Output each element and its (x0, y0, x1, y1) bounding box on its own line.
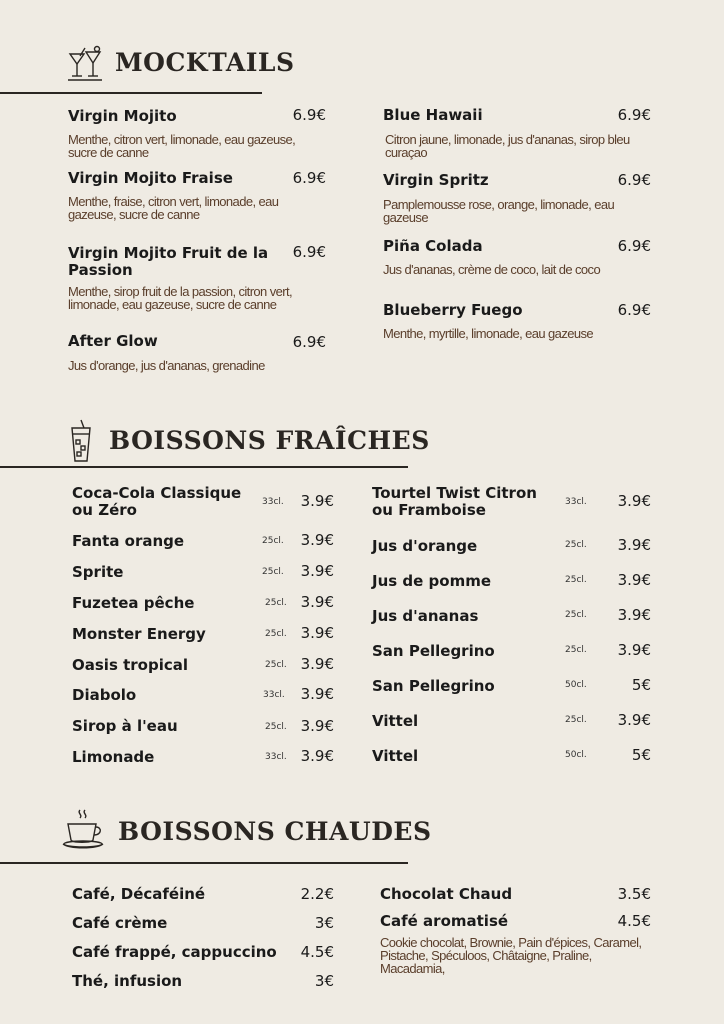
menu-item-size: 25cl. (565, 715, 587, 725)
menu-item-price: 6.9€ (292, 106, 326, 124)
menu-item-size: 50cl. (565, 750, 587, 760)
menu-item-price: 3.9€ (617, 536, 651, 554)
menu-item-description: Menthe, citron vert, limonade, eau gazeuse, sucre de canne (68, 132, 296, 160)
menu-item-price: 3.9€ (300, 562, 334, 580)
menu-item-name: Vittel (372, 747, 419, 765)
menu-item-price: 3.9€ (617, 492, 651, 510)
menu-item-name: Café aromatisé (380, 912, 509, 930)
menu-item-size: 33cl. (262, 497, 284, 507)
menu-item-description: Jus d'orange, jus d'ananas, grenadine (68, 358, 265, 373)
menu-item-name: Café frappé, cappuccino (72, 943, 277, 961)
menu-item-size: 25cl. (265, 660, 287, 670)
menu-item-price: 6.9€ (617, 301, 651, 319)
menu-item-size: 25cl. (265, 598, 287, 608)
menu-item-name: Tourtel Twist Citron ou Framboise (372, 484, 537, 519)
menu-item-price: 3.9€ (300, 624, 334, 642)
menu-item-price: 3.9€ (300, 531, 334, 549)
menu-item-price: 6.9€ (292, 333, 326, 351)
menu-item-name: Jus d'ananas (372, 607, 479, 625)
menu-item-price: 3.9€ (617, 711, 651, 729)
menu-item-name: Vittel (372, 712, 419, 730)
menu-item-name: Limonade (72, 748, 155, 766)
menu-item-name: Jus d'orange (372, 537, 478, 555)
menu-item-description: Cookie chocolat, Brownie, Pain d'épices, Caramel, Pistache, Spéculoos, Châtaigne, Praline, Macadamia, (380, 935, 642, 976)
menu-item-price: 6.9€ (617, 106, 651, 124)
menu-item-name: Virgin Spritz (383, 171, 489, 189)
cocktail-glasses-icon (66, 44, 106, 84)
menu-item-description: Jus d'ananas, crème de coco, lait de coco (383, 262, 601, 277)
menu-item-name: Thé, infusion (72, 972, 183, 990)
section-title-boissons-fraiches: BOISSONS FRAÎCHES (109, 426, 430, 455)
menu-item-name: Café crème (72, 914, 168, 932)
menu-item-description: Citron jaune, limonade, jus d'ananas, sirop bleu curaçao (385, 132, 630, 160)
menu-item-name: San Pellegrino (372, 677, 495, 695)
menu-item-name: Diabolo (72, 686, 137, 704)
menu-item-name: Blue Hawaii (383, 106, 483, 124)
menu-item-name: Coca-Cola Classique ou Zéro (72, 484, 242, 519)
menu-item-price: 6.9€ (617, 237, 651, 255)
menu-item-price: 4.5€ (617, 912, 651, 930)
menu-item-size: 25cl. (565, 540, 587, 550)
menu-item-name: Blueberry Fuego (383, 301, 523, 319)
divider (0, 92, 262, 94)
menu-item-price: 3.9€ (300, 492, 334, 510)
menu-item-description: Menthe, myrtille, limonade, eau gazeuse (383, 326, 594, 341)
menu-item-name: Fuzetea pêche (72, 594, 195, 612)
coffee-cup-icon (60, 806, 106, 852)
menu-item-price: 5€ (631, 676, 651, 694)
menu-item-size: 33cl. (265, 752, 287, 762)
menu-item-name: Jus de pomme (372, 572, 492, 590)
menu-item-price: 2.2€ (300, 885, 334, 903)
menu-item-price: 3.9€ (300, 747, 334, 765)
menu-item-size: 25cl. (565, 575, 587, 585)
divider (0, 862, 408, 864)
menu-item-price: 3.9€ (617, 641, 651, 659)
menu-item-name: Sprite (72, 563, 124, 581)
menu-item-size: 33cl. (565, 497, 587, 507)
menu-item-price: 3.9€ (300, 717, 334, 735)
menu-item-description: Pamplemousse rose, orange, limonade, eau gazeuse (383, 197, 615, 225)
section-title-boissons-chaudes: BOISSONS CHAUDES (118, 817, 432, 846)
menu-item-size: 25cl. (265, 722, 287, 732)
menu-item-price: 3€ (314, 914, 334, 932)
menu-item-size: 33cl. (263, 690, 285, 700)
menu-item-price: 6.9€ (292, 243, 326, 261)
menu-item-price: 3.9€ (300, 593, 334, 611)
menu-item-name: After Glow (68, 332, 158, 350)
menu-item-name: Chocolat Chaud (380, 885, 513, 903)
menu-item-name: Oasis tropical (72, 656, 189, 674)
soda-cup-icon (66, 418, 96, 464)
menu-item-price: 6.9€ (292, 169, 326, 187)
menu-item-size: 25cl. (265, 629, 287, 639)
menu-item-size: 50cl. (565, 680, 587, 690)
menu-item-name: San Pellegrino (372, 642, 495, 660)
menu-item-price: 4.5€ (300, 943, 334, 961)
menu-item-size: 25cl. (262, 567, 284, 577)
menu-item-size: 25cl. (565, 610, 587, 620)
menu-item-price: 3.9€ (617, 606, 651, 624)
menu-item-name: Virgin Mojito Fraise (68, 169, 233, 187)
menu-item-name: Monster Energy (72, 625, 206, 643)
menu-item-name: Fanta orange (72, 532, 185, 550)
menu-item-description: Menthe, fraise, citron vert, limonade, eau gazeuse, sucre de canne (68, 194, 279, 222)
menu-item-price: 3€ (314, 972, 334, 990)
menu-item-price: 3.9€ (617, 571, 651, 589)
menu-item-price: 3.5€ (617, 885, 651, 903)
menu-item-size: 25cl. (262, 536, 284, 546)
menu-item-name: Virgin Mojito Fruit de la Passion (68, 244, 269, 279)
section-title-mocktails: MOCKTAILS (115, 48, 295, 77)
menu-item-size: 25cl. (565, 645, 587, 655)
menu-item-price: 6.9€ (617, 171, 651, 189)
menu-item-price: 3.9€ (300, 685, 334, 703)
menu-item-name: Piña Colada (383, 237, 483, 255)
menu-item-name: Café, Décaféiné (72, 885, 206, 903)
divider (0, 466, 408, 468)
menu-item-price: 5€ (631, 746, 651, 764)
menu-item-description: Menthe, sirop fruit de la passion, citron vert, limonade, eau gazeuse, sucre de canne (68, 284, 292, 312)
menu-item-name: Virgin Mojito (68, 107, 177, 125)
menu-item-name: Sirop à l'eau (72, 717, 178, 735)
menu-item-price: 3.9€ (300, 655, 334, 673)
